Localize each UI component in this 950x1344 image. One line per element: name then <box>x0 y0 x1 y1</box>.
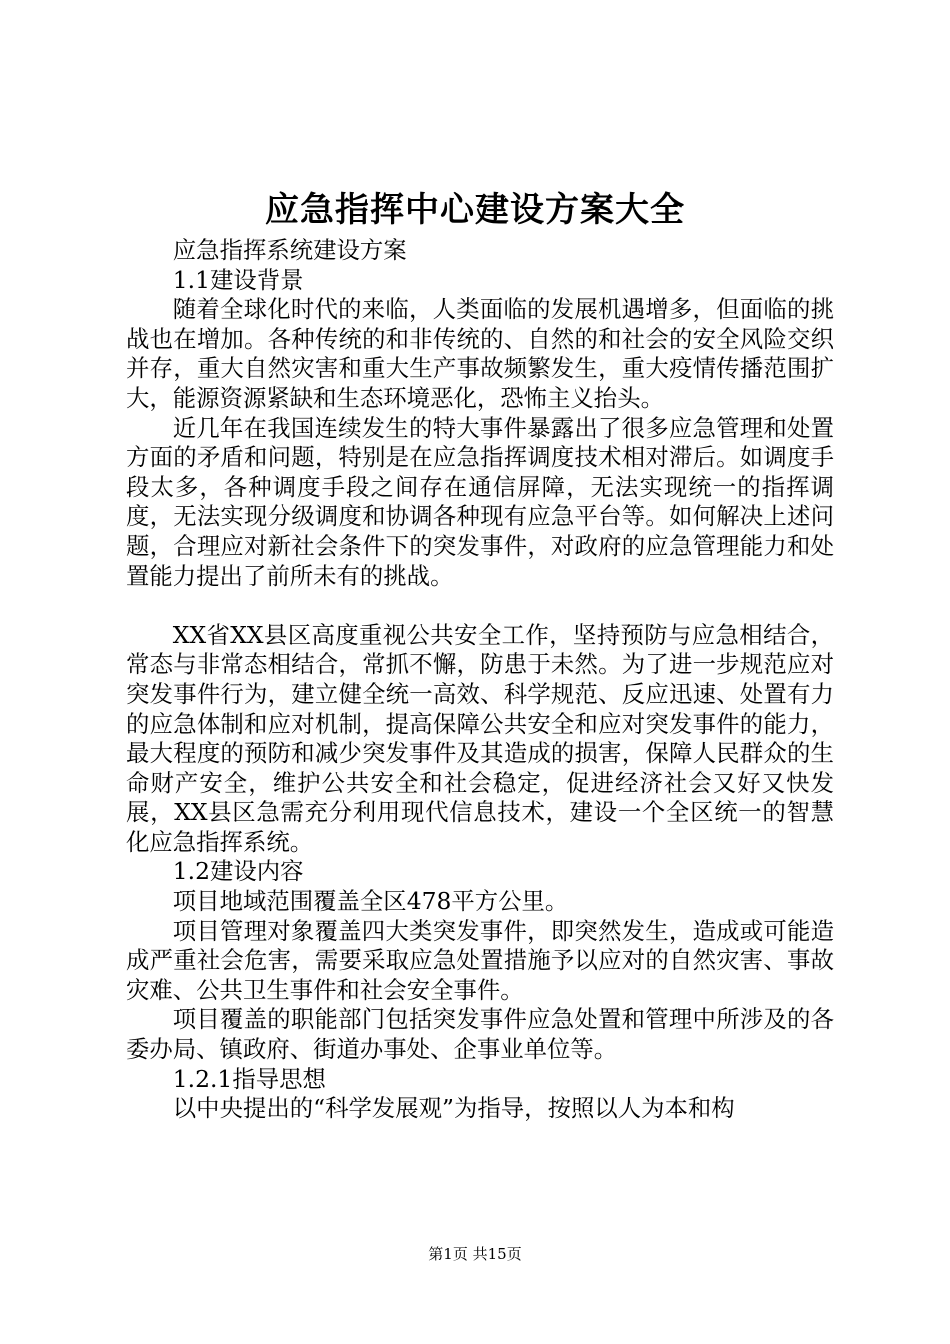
paragraph-spacer <box>126 591 834 621</box>
body-paragraph: 随着全球化时代的来临，人类面临的发展机遇增多，但面临的挑战也在增加。各种传统的和非传统的、自然的和社会的安全风险交织并存，重大自然灾害和重大生产事故频繁发生，重大疫情传播范围扩大，能源资源紧缺和生态环境恶化，恐怖主义抬头。 <box>126 295 834 412</box>
body-paragraph: 项目管理对象覆盖四大类突发事件，即突然发生，造成或可能造成严重社会危害，需要采取应急处置措施予以应对的自然灾害、事故灾难、公共卫生事件和社会安全事件。 <box>126 916 834 1004</box>
subtitle-paragraph: 应急指挥系统建设方案 <box>172 236 407 264</box>
body-paragraph: 近几年在我国连续发生的特大事件暴露出了很多应急管理和处置方面的矛盾和问题，特别是在应急指挥调度技术相对滞后。如调度手段太多，各种调度手段之间存在通信屏障，无法实现统一的指挥调度，无法实现分级调度和协调各种现有应急平台等。如何解决上述问题，合理应对新社会条件下的突发事件，对政府的应急管理能力和处置能力提出了前所未有的挑战。 <box>126 413 834 590</box>
body-paragraph: 项目覆盖的职能部门包括突发事件应急处置和管理中所涉及的各委办局、镇政府、街道办事处、企事业单位等。 <box>126 1005 834 1064</box>
body-paragraph: 以中央提出的“科学发展观”为指导，按照以人为本和构 <box>172 1094 735 1123</box>
section-heading: 1.1建设背景 <box>172 265 304 294</box>
subsection-heading: 1.2.1指导思想 <box>172 1064 326 1093</box>
page-footer: 第1页 共15页 <box>428 1245 522 1263</box>
section-heading: 1.2建设内容 <box>172 857 304 886</box>
document-body <box>126 236 834 1124</box>
body-paragraph: 项目地域范围覆盖全区478平方公里。 <box>172 887 569 916</box>
document-title: 应急指挥中心建设方案大全 <box>265 190 685 230</box>
body-paragraph: XX省XX县区高度重视公共安全工作，坚持预防与应急相结合，常态与非常态相结合，常抓不懈，防患于未然。为了进一步规范应对突发事件行为，建立健全统一高效、科学规范、反应迅速、处置有力的应急体制和应对机制，提高保障公共安全和应对突发事件的能力，最大程度的预防和减少突发事件及其造成的损害，保障人民群众的生命财产安全，维护公共安全和社会稳定，促进经济社会又好又快发展，XX县区急需充分利用现代信息技术，建设一个全区统一的智慧化应急指挥系统。 <box>126 620 834 856</box>
